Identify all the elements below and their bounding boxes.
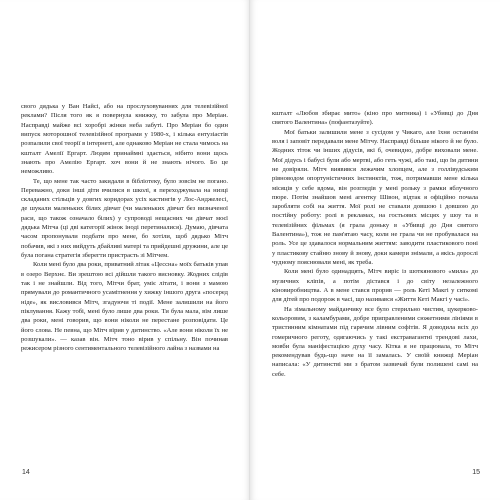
paragraph: На зімальному майданчику все було стерильно чистим, цукерково-кольоровим, з каламбурами, добре приправленими сюжетними лініями в тристинним кімнатами під гарячим лівним софітів. Я доводила всіх до гомеричного реготу, одягаючись у такі екстравагантні трендові лахи, мовби була маніфестацією духу часу. Кітка я не працювала, то Мітч рекомендував будь-що наче на її замалась. У своїй книжці Меріан написала: «У дитинстві ми з братом зазвичай були полишені самі на себе. [272, 305, 478, 378]
paragraph: свого дядька у Ван Найсі, або на прослуховуваннях для телевізійної реклами? Після того як я повернула книжку, то забула про Меріан. Насправді майже всі хоробрі жінки неба забуті. Про Меріан бо один випуск моторошної телевізійної програми у 1980-х, і кілька ентузіастів розпалили свої теорії в інтернеті, але однаково Меріан не стала чимось на кшталт Амелії Ергарт. Людям принаймні здається, нібито вони щось знають про Амелію Ергарт. хоч вони й не знають нічого. Бо це неможливо. [21, 103, 228, 176]
paragraph: Мої батьки залишили мене з сусідом у Чикаго, але їхня останнім воля і заповіт передавали мене Мітчу. Насправді більше нікого й не було. Жодних тіток чи інших дідусів, які б, очевидно, добре виховали мене. Мої дідусь і бабусі були або мертві, або геть чужі, або такі, що їм дитини не довіряли. Мітч виявився лежачим хлопцем, але з голлівудським рівноводом опортуністичних інстинктів, тож, потримавши мене кілька місяців у себе вдома, він розгледів у мені рольку з рамки яблучного пюре. Потім знайшов мені агентку Шівон, відтак я офіційно почала заробляти собі на життя. Мої ролі не ставали довшою і довшою до постійну роботу: ролі в рекламах, на гостьових місцях у шоу та в телевізійних фільмах (я грала доньку в «Убивці до Дня святого Валентина»), тож не пам'ятаю часу, коли не грала чи не пробувалася на роль. Усе це здавалося нормальним життям: заводити пластикового поні у пластикову стайню знову й знову, доки камери знімали, а якісь дорослі чудному пояснювали мені, як треба. [272, 128, 478, 266]
paragraph: Коли мені було два роки, приватний літак «Цессна» моїх батьків упав в озеро Верхнє. Ви зрештою всі дійшли такого висновку. Жодних слідів так і не знайшли. Від того, Мітчи брат, уміє літати, і вони з мамою прямували до романтичного усамітнення у хижку іншого друга «посеред ніде», як висловився Мітч, згадуючи ті події. Мене залишили на його піклування. Кажу тобі, мені було лише два роки. Ти була мала, вім лише два роки, мені говорив, що вони ніколи не перестане розповідати. Це його слова. Не певна, що Мітч вірив у дитинство. «Але вони ніколи їх не розшукали». — казав він. Мітч тоно вірив у спільну. Він починав режисером різного сентиментального телевізійного лайна з назвами на [21, 261, 228, 353]
paragraph: Те, що мене так часто закидали в бібліотеку, було зовсім не погано. Переважно, доки інші діти вчилися в школі, я переходжувала на низці складаних стільців у довгих коридорах усіх кастингів у Лос-Анджелесі, де шукали маленьких білих дівчат (чи маленьких дівчат без визначеної раси, що також означало білих) у супроводі нещасних чи дівчат моєї дядька Мітча (ці дві категорії жінок іноді перетиналися). Думаю, дівчата часом пропонували подбати про мене, бо хотіли, щоб дядько Мітч побачив, які з них вийдуть дбайливі матері та прийдешні дружини, але це була погана стратегія зберегти пристрасть зі Мітчем. [21, 177, 228, 259]
page-number: 14 [22, 469, 30, 476]
paragraph: Коли мені було одинадцять, Мітч виріс із шоткянового «мила» до музичних кліпів, а потім дістався і до світу незалежного кіновиробництва. А в мене стався прорив — роль Кеті Макгі у ситкомі для дітей про подорож в часі, що називався «Життя Кеті Макгі у часі». [272, 268, 478, 304]
left-page-body [21, 102, 228, 353]
right-page-body [272, 109, 478, 379]
right-page [250, 0, 500, 500]
paragraph: кшталт «Любов збирає мито» (кіно про митника) і «Убивці до Дня святого Валентина» (пофантазуйте). [272, 110, 478, 127]
page-number: 15 [472, 469, 480, 476]
